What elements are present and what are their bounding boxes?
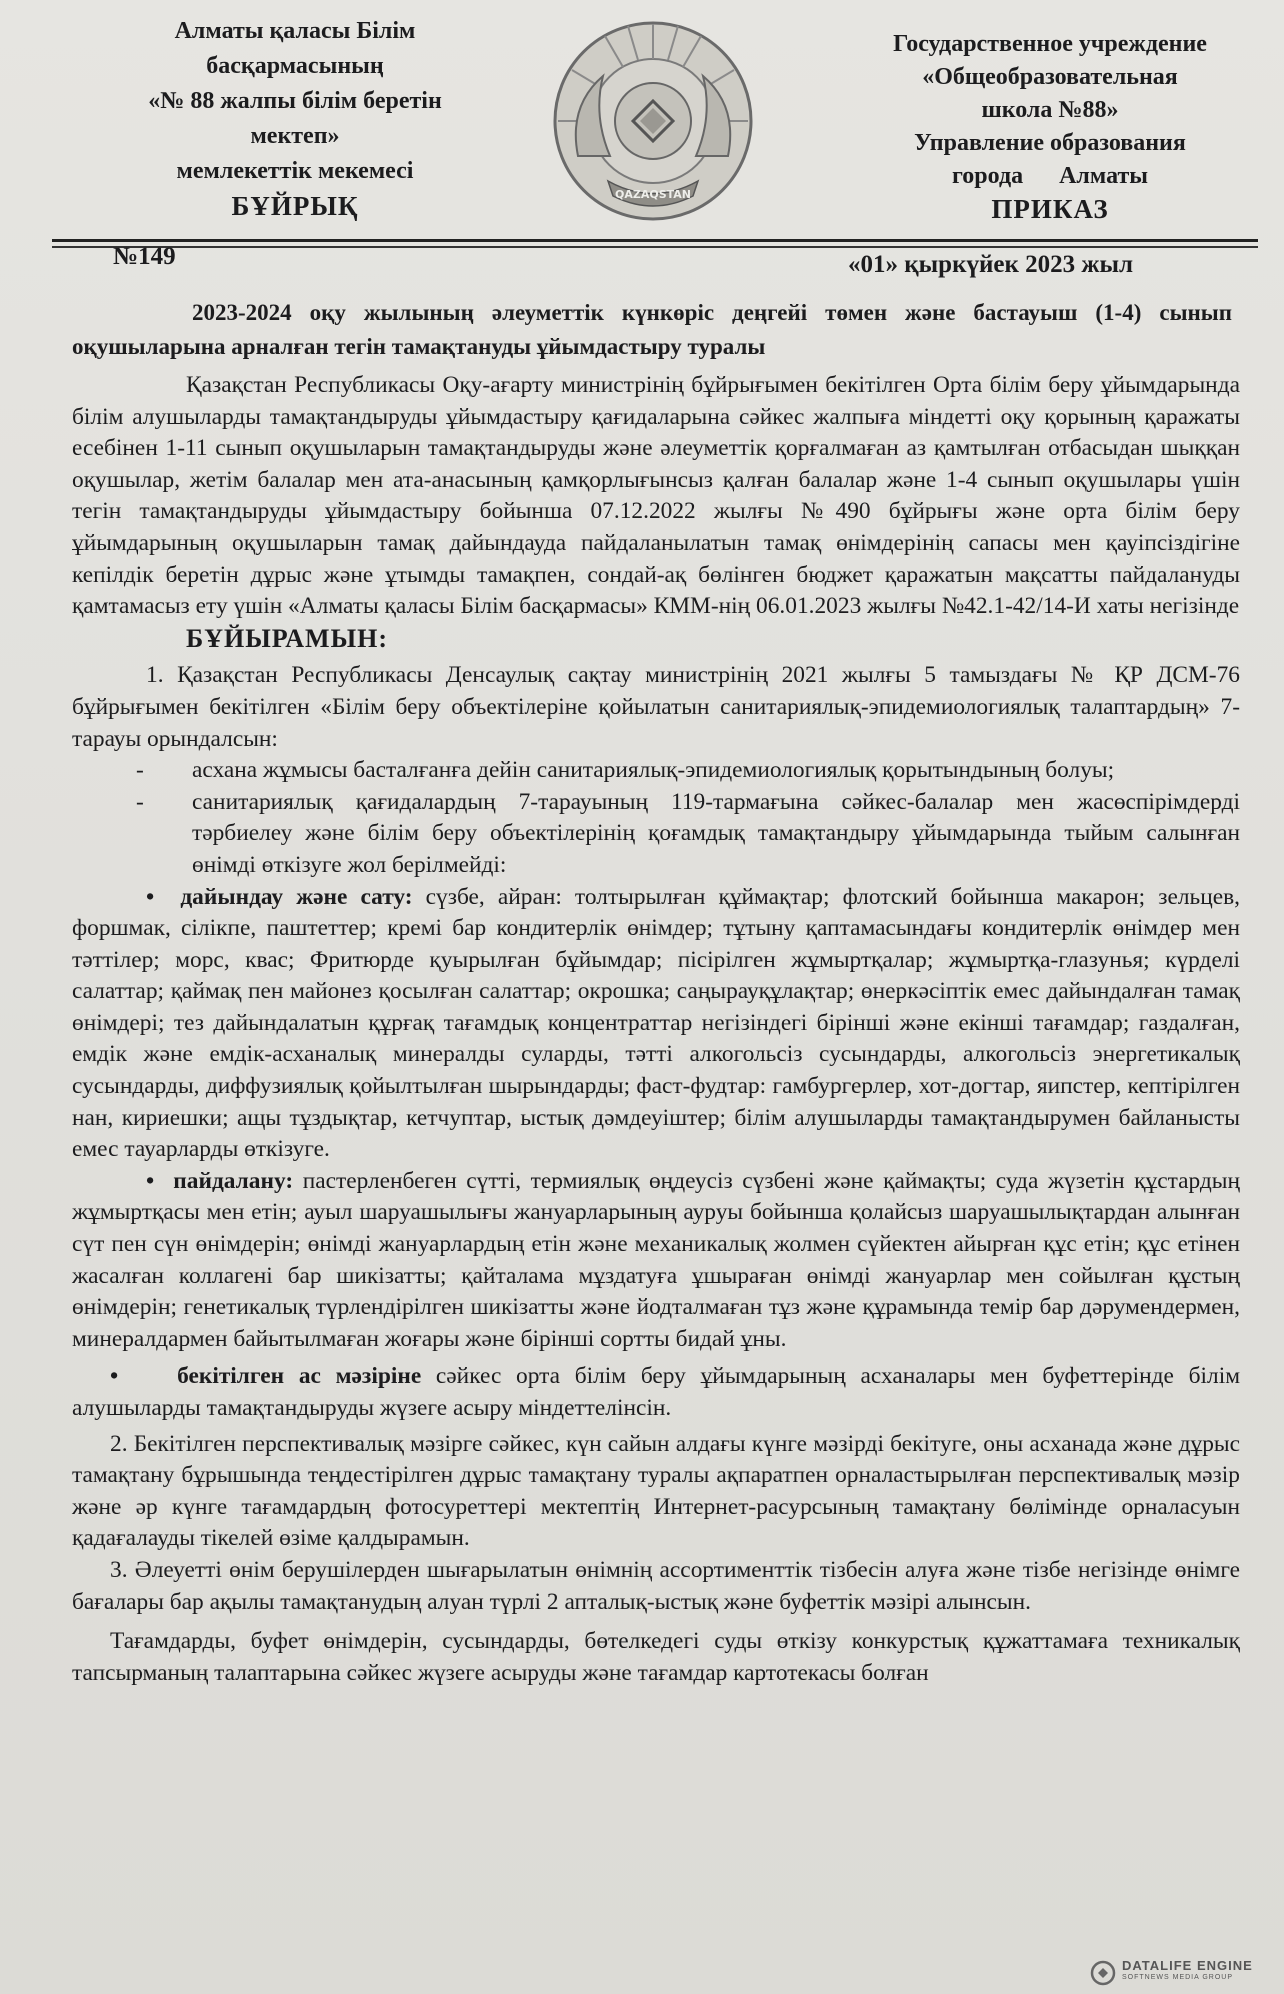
header-russian <box>850 28 1250 226</box>
bullet-marker: • <box>110 1363 119 1390</box>
header-kazakh-line: мектеп» <box>250 123 340 149</box>
order-body <box>72 370 1240 1689</box>
bullet-marker: • <box>146 883 155 910</box>
bullet-marker: • <box>146 1167 155 1194</box>
document-title-kazakh: БҰЙРЫҚ <box>231 191 359 221</box>
bullet-label: бекітілген ас мәзіріне <box>177 1363 422 1390</box>
item-2-paragraph: 2. Бекітілген перспективалық мәзірге сәйкес, күн сайын алдағы күнге мәзірді бекітуге, оны асханада және дұрыс тамақтану бұрышында теңдестірілген дұрыс тамақтану туралы ақпаратпен орналастырылған перспективалық мәзір және әр күнге тағамдардың фотосуреттері мектептің Интернет-расурсының тамақтану бөлімінде орналасуын қадағалауды тікелей өзіме қалдырамын. <box>72 1430 1240 1552</box>
header-divider <box>52 246 1258 248</box>
order-number: №149 <box>113 243 176 270</box>
dash-marker: - <box>136 788 144 815</box>
bullet-paragraph <box>72 1361 1240 1424</box>
bullet-paragraph <box>72 1166 1240 1356</box>
bullet-label: пайдалану: <box>173 1167 294 1194</box>
watermark-text: DATALIFE ENGINE <box>1122 1958 1253 1973</box>
header-kazakh-line: Алматы қаласы Білім <box>174 18 416 44</box>
watermark-logo-icon <box>1090 1960 1116 1986</box>
order-subject: 2023-2024 оқу жылының әлеуметтік күнкөріс деңгейі төмен және бастауыш (1-4) сынып оқушыларына арналған тегін тамақтануды ұйымдастыру туралы <box>72 300 1232 359</box>
watermark-subtext: SOFTNEWS MEDIA GROUP <box>1122 1974 1234 1981</box>
state-emblem-icon <box>548 16 758 226</box>
item-3-paragraph: 3. Әлеуетті өнім берушілерден шығарылатын өнімнің ассортименттік тізбесін алуға және тізбе негізінде өнімге бағалары бар ақылы тамақтанудың алуан түрлі 2 апталық-ыстық және буфеттік мәзірі алынсын. <box>72 1556 1240 1615</box>
header-russian-line: города Алматы <box>952 163 1148 189</box>
list-item <box>72 755 1240 787</box>
header-kazakh <box>95 14 495 224</box>
header-kazakh-line: «№ 88 жалпы білім беретін <box>148 88 442 114</box>
bullet-text: сүзбе, айран: толтырылған құймақтар; флотский бойынша макарон; зельцев, форшмак, сілікпе, паштеттер; кремі бар кондитерлік өнімдер; тұтыну қаптамасындағы кондитерлік өнімдер мен тәттілер; морс, квас; Фритюрде қуырылған бұйымдар; пісірілген жұмыртқалар; жұмыртқа-глазунья; күрделі салаттар; қаймақ пен майонез қосылған салаттар; окрошка; саңырауқұлақтар; өнеркәсіптік емес дайындалған тамақ өнімдері; тез дайындалатын құрғақ тағамдық концентраттар негізіндегі бірінші және екінші тағамдар; газдалған, емдік және емдік-асханалық минералды суларды, тәтті алкогольсіз сусындарды, алкогольсіз энергетикалық сусындарды, диффузиялық қойылтылған шырындарды; фаст-фудтар: гамбургерлер, хот-догтар, яипстер, кептірілген нан, кириешки; ащы тұздықтар, кетчуптар, ыстық дәмдеуіштер; білім алушыларды тамақтандырумен байланысты емес тауарларды өткізуге. <box>72 883 1241 1163</box>
dash-marker: - <box>136 757 144 784</box>
item-1-intro: 1. Қазақстан Республикасы Денсаулық сақтау министрінің 2021 жылғы 5 тамыздағы № ҚР ДСМ-76 бұйрығымен бекітілген «Білім беру объектілеріне қойылатын санитариялық-эпидемиологиялық талаптардың» 7-тарауы орындалсын: <box>72 662 1240 752</box>
bullet-text: пастерленбеген сүтті, термиялық өңдеусіз сүзбені және қаймақты; суда жүзетін құстардың жұмыртқасы мен етін; ауыл шаруашылығы жануарларының ауруы бойынша қолайсыз шаруашылықтардан алынған сүт пен сүн өнімдерін; өнімді жануарлардың етін және механикалық жолмен сүйектен айырған құс етін; құс етінен жасалған коллагені бар шикізатты; қайталама мұздатуға ұшыраған өнімді жануарлар мен сойылған құстың өнімдерін; генетикалық түрлендірілген шикізатты және йодталмаған тұз және құрамында темір бар дәрумендермен, минералдармен байытылмаған жоғары және бірінші сортты бидай ұны. <box>72 1167 1240 1352</box>
list-item <box>72 787 1240 882</box>
bullet-paragraph <box>72 882 1240 1166</box>
site-watermark <box>1088 1958 1268 1988</box>
header-russian-line: школа №88» <box>981 97 1119 123</box>
dash-item-text: санитариялық қағидалардың 7-тарауының 119-тармағына сәйкес-балалар мен жасөспірімдерді тәрбиелеу және білім беру объектілерінің қоғамдық тамақтандыру ұйымдарында тыйым салынған өнімді өткізуге жол берілмейді: <box>192 788 1240 878</box>
order-date: «01» қыркүйек 2023 жыл <box>848 251 1134 278</box>
header-russian-line: Управление образования <box>914 130 1186 156</box>
closing-paragraph: Тағамдарды, буфет өнімдерін, сусындарды, бөтелкедегі суды өткізу конкурстық құжаттамаға техникалық тапсырманың талаптарына сәйкес жүзеге асыруды және тағамдар картотекасы болған <box>72 1628 1240 1686</box>
bullet-label: дайындау және сату: <box>180 883 413 910</box>
preamble-paragraph: Қазақстан Республикасы Оқу-ағарту министрінің бұйрығымен бекітілген Орта білім беру ұйымдарында білім алушыларды тамақтандыруды ұйымдастыру қағидаларына сәйкес жалпыға міндетті оқу қорының қаражаты есебінен 1-11 сынып оқушыларын тамақтандыруды және әлеуметтік қорғалмаған аз қамтылған отбасыдан шыққан оқушылар, жетім балалар мен ата-анасының қамқорлығынсыз қалған балалар және 1-4 сынып оқушылары үшін тегін тамақтандыруды ұйымдастыру бойынша 07.12.2022 жылғы №490 бұйрығы және орта білім беру ұйымдарының оқушыларын тамақ дайындауда пайдаланылатын тамақ өнімдерінің сапасы мен қауіпсіздігіне кепілдік беретін дұрыс және ұтымды тамақпен, сондай-ақ бөлінген бюджет қаражатын мақсатты пайдалануды қамтамасыз ету үшін «Алматы қаласы Білім басқармасы» КММ-нің 06.01.2023 жылғы №42.1-42/14-И хаты негізінде <box>72 372 1240 620</box>
header-divider <box>52 239 1258 242</box>
header-russian-line: Государственное учреждение <box>893 31 1207 57</box>
bullet-text: сәйкес орта білім беру ұйымдарының асханалары мен буфеттерінде білім алушыларды тамақтандыруды жүзеге асыру міндеттелінсін. <box>72 1363 1240 1421</box>
order-heading: БҰЙЫРАМЫН: <box>186 623 389 653</box>
dash-item-text: асхана жұмысы басталғанға дейін санитариялық-эпидемиологиялық қорытындының болуы; <box>192 757 1115 784</box>
header-kazakh-line: басқармасының <box>206 53 384 79</box>
document-title-russian: ПРИКАЗ <box>991 194 1109 224</box>
header-russian-line: «Общеобразовательная <box>922 64 1178 90</box>
emblem-label: QAZAQSTAN <box>615 188 691 201</box>
header-kazakh-line: мемлекеттік мекемесі <box>176 158 414 184</box>
